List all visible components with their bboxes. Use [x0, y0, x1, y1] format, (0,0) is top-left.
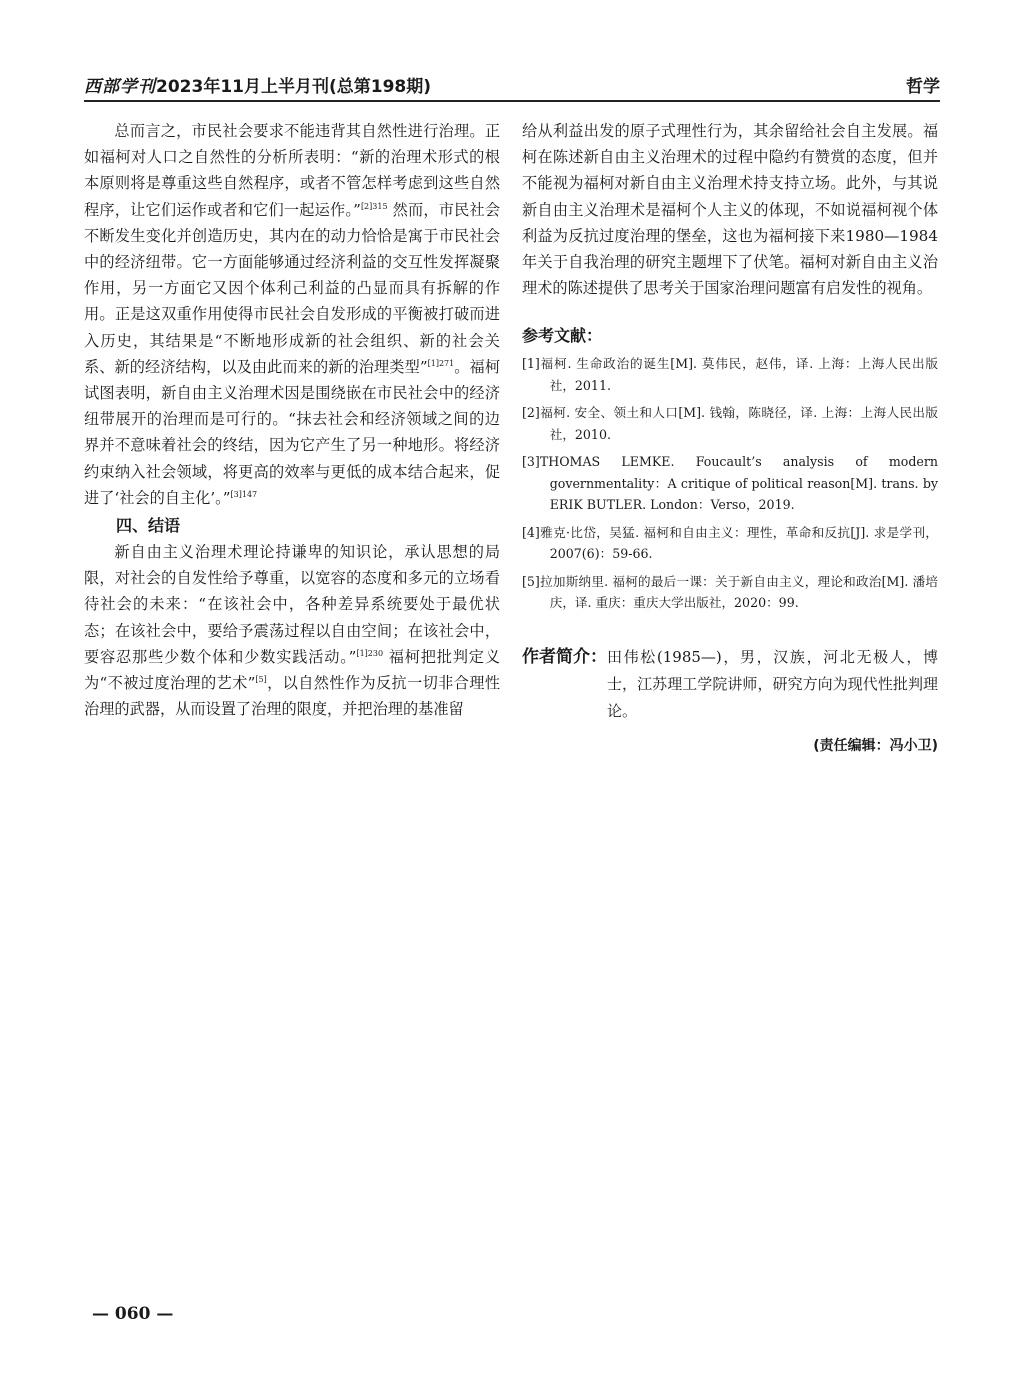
citation: [5] [255, 675, 267, 685]
section-label: 哲学 [906, 77, 940, 97]
continued-paragraph: 给从利益出发的原子式理性行为，其余留给社会自主发展。福柯在陈述新自由主义治理术的过程中隐约有赞赏的态度，但并不能视为福柯对新自由主义治理术持支持立场。此外，与其说新自由主义治理术是福柯个人主义的体现，不如说福柯视个体利益为反抗过度治理的堡垒，这也为福柯接下来1980—1984年关于自我治理的研究主题埋下了伏笔。福柯对新自由主义治理术的陈述提供了思考关于国家治理问题富有启发性的视角。 [522, 122, 938, 298]
journal-issue-line [84, 72, 431, 97]
conclusion-paragraph-2: 新自由主义治理术理论持谦卑的知识论，承认思想的局限，对社会的自发性给予尊重，以宽容的态度和多元的立场看待社会的未来：“在该社会中，各种差异系统要处于最优状态；在该社会中，要给予震荡过程以自由空间；在该社会中，要容忍那些少数个体和少数实践活动。”$^{[1]230}$ 福柯把批判定义为“不被过度治理的艺术”[5]，以自然性作为反抗一切非合理性治理的武器，从而设置了治理的限度，并把治理的基准留 [84, 543, 501, 719]
citation: [1]271 [427, 358, 455, 368]
reference-item: [4]雅克·比岱，吴猛. 福柯和自由主义：理性，革命和反抗[J]. 求是学刊，2007(6)：59-66. [522, 524, 938, 562]
running-header [84, 70, 940, 102]
journal-logo: 西部学刊 [84, 77, 156, 97]
author-text: 田伟松(1985—)，男，汉族，河北无极人，博士，江苏理工学院讲师，研究方向为现代性批判理论。 [607, 647, 938, 720]
reference-item: [2]福柯. 安全、领土和人口[M]. 钱翰，陈晓径，译. 上海：上海人民出版社，2010. [522, 405, 938, 442]
section-heading: 四、结语 [116, 516, 181, 536]
right-column [522, 118, 938, 759]
conclusion-paragraph-1: 总而言之，市民社会要求不能违背其自然性进行治理。正如福柯对人口之自然性的分析所表明：“新的治理术形式的根本原则将是尊重这些自然程序，或者不管怎样考虑到这些自然程序，让它们运作或者和它们一起运作。”$^{[2]315}$ 然而，市民社会不断发生变化并创造历史，其内在的动力恰恰是寓于市民社会中的经济纽带。它一方面能够通过经济利益的交互性发挥凝聚作用，另一方面它又因个体利己利益的凸显而具有拆解的作用。正是这双重作用使得市民社会自发形成的平衡被打破而进入历史，其结果是“不断地形成新的社会组织、新的社会关系、新的经济结构，以及由此而来的新的治理类型”$^{[1]271}$。福柯试图表明，新自由主义治理术因是围绕嵌在市民社会中的经济纽带展开的治理而是可行的。“抹去社会和经济领域之间的边界并不意味着社会的终结，因为它产生了另一种地形。将经济约束纳入社会领域，将更高的效率与更低的成本结合起来，促进了‘社会的自主化’。”$^{[3]147}$ [84, 122, 501, 507]
page-number: — 060 — [92, 1304, 174, 1324]
issue-info: 2023年11月上半月刊(总第198期) [156, 77, 431, 97]
author-label: 作者简介： [522, 646, 607, 667]
reference-item: [5]拉加斯纳里. 福柯的最后一课：关于新自由主义，理论和政治[M]. 潘培庆，译. 重庆：重庆大学出版社，2020：99. [522, 573, 938, 611]
citation: [3]147 [230, 489, 258, 499]
citation: [2]315 [360, 201, 388, 211]
reference-item: [3]THOMAS LEMKE. Foucault’s analysis of modern governmentality：A critique of political reason[M]. trans. by ERIK BUTLER. London：Verso，2019. [522, 454, 938, 513]
references-title: 参考文献： [522, 326, 603, 346]
reference-item: [1]福柯. 生命政治的诞生[M]. 莫伟民，赵伟，译. 上海：上海人民出版社，2011. [522, 356, 938, 393]
responsible-editor: (责任编辑：冯小卫) [813, 737, 938, 754]
left-column [84, 118, 500, 722]
author-bio [522, 644, 938, 725]
reference-list [522, 353, 938, 614]
citation: [1]230 [356, 648, 384, 658]
